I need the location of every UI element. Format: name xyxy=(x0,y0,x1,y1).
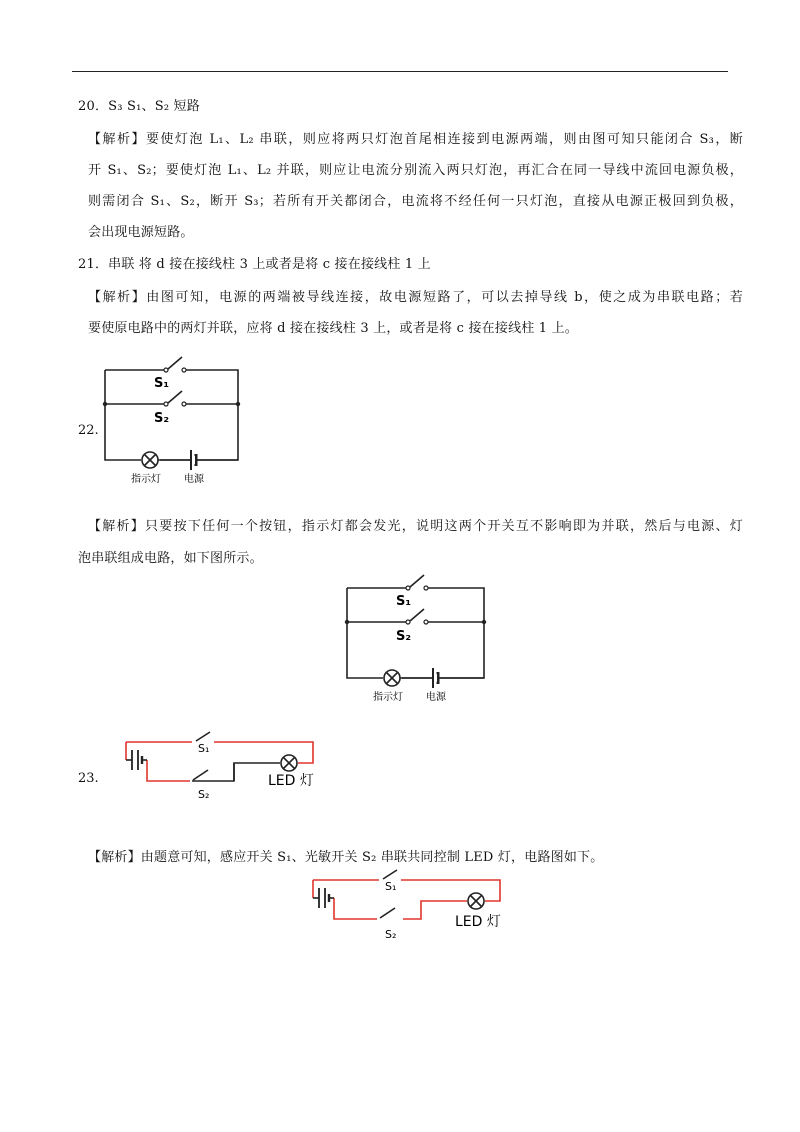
q23-circuit-diagram xyxy=(118,730,333,805)
q23-solution-label-led: LED 灯 xyxy=(455,914,501,930)
q21-analysis-line-1: 【解析】由图可知，电源的两端被导线连接，故电源短路了，可以去掉导线 b，使之成为串联电路；若 xyxy=(88,290,743,305)
q22-solution-switch-s2-blade xyxy=(410,609,424,621)
q22-wire-left xyxy=(105,370,141,460)
q22-solution-label-s1: S₁ xyxy=(396,594,412,609)
q22-analysis-line-1: 【解析】只要按下任何一个按钮，指示灯都会发光，说明这两个开关互不影响即为并联，然后与电源、灯 xyxy=(88,519,743,534)
q23-solution-switch-s1-blade xyxy=(383,870,397,879)
q22-solution-label-lamp: 指示灯 xyxy=(373,692,403,703)
q20-analysis-line-2: 开 S₁、S₂；要使灯泡 L₁、L₂ 并联，则应让电流分别流入两只灯泡，再汇合在同一导线中流回电源负极， xyxy=(88,163,743,178)
q22-switch-s2-blade xyxy=(168,391,182,403)
q22-label-lamp: 指示灯 xyxy=(131,474,161,485)
q22-label-s2: S₂ xyxy=(154,411,170,426)
q23-solution-circuit-diagram xyxy=(305,868,520,948)
q22-label-source: 电源 xyxy=(184,474,204,485)
q20-analysis-line-4: 会出现电源短路。 xyxy=(88,225,194,240)
q20-analysis-line-3: 则需闭合 S₁、S₂，断开 S₃；若所有开关都闭合，电流将不经任何一只灯泡，直接从电源正极回到负极， xyxy=(88,194,743,209)
q23-solution-wire-top-right xyxy=(401,880,500,901)
q22-label-s1: S₁ xyxy=(154,376,170,391)
q23-wire-top-right xyxy=(214,742,313,763)
q22-circuit-diagram xyxy=(96,352,256,487)
q22-switch-s1-blade xyxy=(168,357,182,369)
q22-solution-circuit-diagram xyxy=(338,570,498,705)
header-rule xyxy=(72,71,728,72)
q22-number: 22. xyxy=(78,423,99,438)
q23-switch-s1-blade xyxy=(196,732,210,741)
q21-analysis-line-2: 要使原电路中的两灯并联，应将 d 接在接线柱 3 上，或者是将 c 接在接线柱 1 上。 xyxy=(88,321,579,336)
q23-solution-switch-s2-blade xyxy=(380,908,395,918)
q23-wire-bottom-left xyxy=(147,760,190,781)
q23-number: 23. xyxy=(78,771,99,786)
q23-solution-label-s2: S₂ xyxy=(385,928,397,941)
q21-answer: 21．串联 将 d 接在接线柱 3 上或者是将 c 接在接线柱 1 上 xyxy=(78,257,431,272)
q22-wire-top-right xyxy=(160,370,238,460)
q22-solution-switch-s1-blade xyxy=(410,575,424,587)
q23-label-led: LED 灯 xyxy=(268,773,314,789)
q23-label-s2: S₂ xyxy=(198,788,210,801)
q23-analysis-line-1: 【解析】由题意可知，感应开关 S₁、光敏开关 S₂ 串联共同控制 LED 灯，电路图如下。 xyxy=(88,850,604,865)
q23-switch-s2-blade xyxy=(193,770,208,780)
q23-solution-wire-bottom-left xyxy=(334,898,377,919)
q23-solution-label-s1: S₁ xyxy=(385,880,397,893)
q22-analysis-line-2: 泡串联组成电路，如下图所示。 xyxy=(78,551,263,566)
q23-label-s1: S₁ xyxy=(198,742,210,755)
q20-answer: 20．S₃ S₁、S₂ 短路 xyxy=(78,99,200,114)
q22-solution-label-s2: S₂ xyxy=(396,629,412,644)
q22-solution-label-source: 电源 xyxy=(426,692,446,703)
q20-analysis-line-1: 【解析】要使灯泡 L₁、L₂ 串联，则应将两只灯泡首尾相连接到电源两端，则由图可知只能闭合 S₃，断 xyxy=(88,132,744,147)
